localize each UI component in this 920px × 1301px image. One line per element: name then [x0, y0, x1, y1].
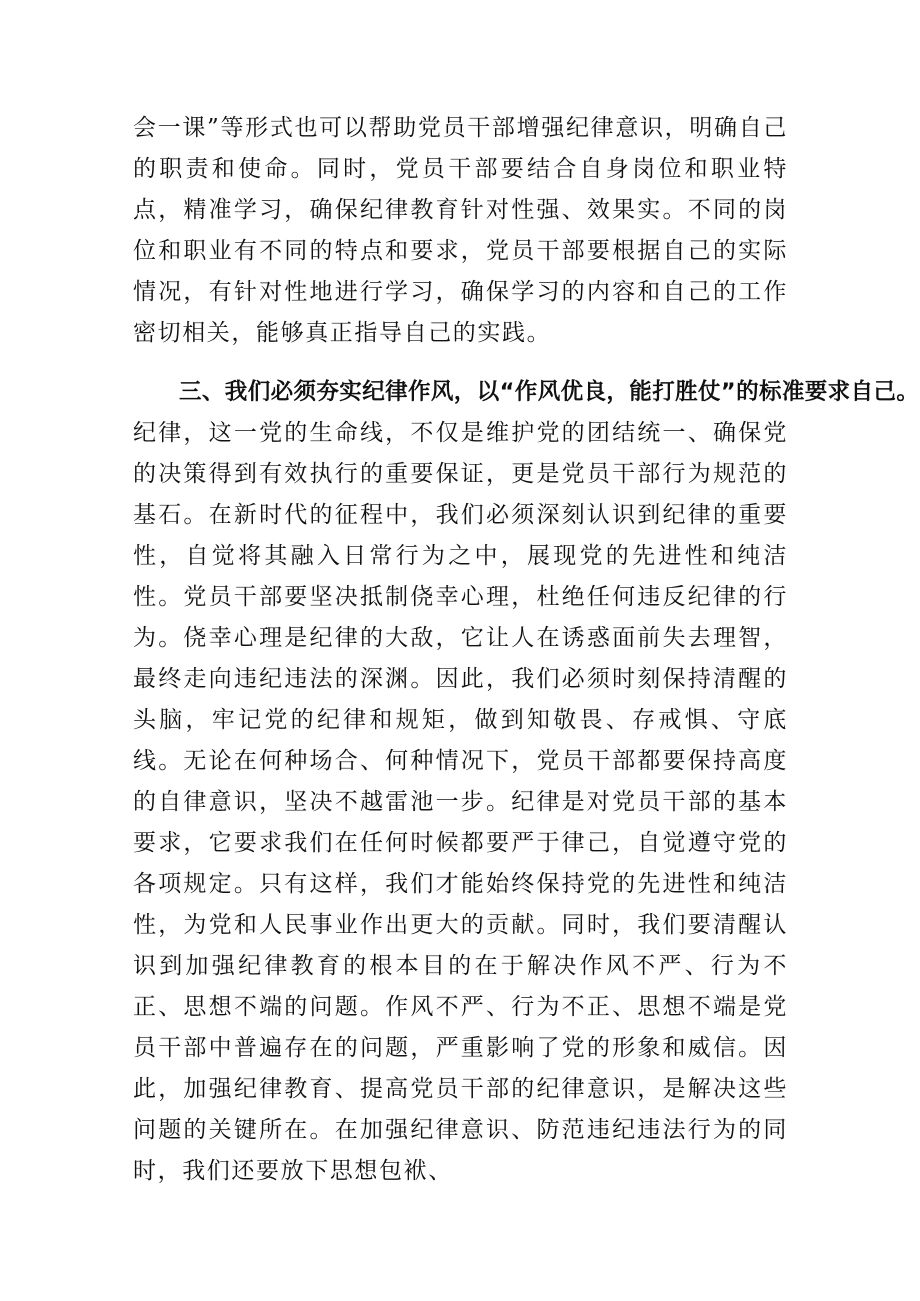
section-3-heading: 三、我们必须夯实纪律作风，以“作风优良，能打胜仗”的标准要求自己。: [179, 379, 920, 405]
section-3-body: 纪律，这一党的生命线，不仅是维护党的团结统一、确保党的决策得到有效执行的重要保证，更是党员干部行为规范的基石。在新时代的征程中，我们必须深刻认识到纪律的重要性，自觉将其融入日常行为之中，展现党的先进性和纯洁性。党员干部要坚决抵制侥幸心理，杜绝任何违反纪律的行为。侥幸心理是纪律的大敌，它让人在诱惑面前失去理智，最终走向违纪违法的深渊。因此，我们必须时刻保持清醒的头脑，牢记党的纪律和规矩，做到知敬畏、存戒惧、守底线。无论在何种场合、何种情况下，党员干部都要保持高度的自律意识，坚决不越雷池一步。纪律是对党员干部的基本要求，它要求我们在任何时候都要严于律己，自觉遵守党的各项规定。只有这样，我们才能始终保持党的先进性和纯洁性，为党和人民事业作出更大的贡献。同时，我们要清醒认识到加强纪律教育的根本目的在于解决作风不严、行为不正、思想不端的问题。作风不严、行为不正、思想不端是党员干部中普遍存在的问题，严重影响了党的形象和威信。因此，加强纪律教育、提高党员干部的纪律意识，是解决这些问题的关键所在。在加强纪律意识、防范违纪违法行为的同时，我们还要放下思想包袱、: [133, 420, 788, 1184]
paragraph-continuation: 会一课”等形式也可以帮助党员干部增强纪律意识，明确自己的职责和使命。同时，党员干部要结合自身岗位和职业特点，精准学习，确保纪律教育针对性强、效果实。不同的岗位和职业有不同的特点和要求，党员干部要根据自己的实际情况，有针对性地进行学习，确保学习的内容和自己的工作密切相关，能够真正指导自己的实践。: [133, 115, 788, 346]
section-3: [133, 372, 920, 1192]
